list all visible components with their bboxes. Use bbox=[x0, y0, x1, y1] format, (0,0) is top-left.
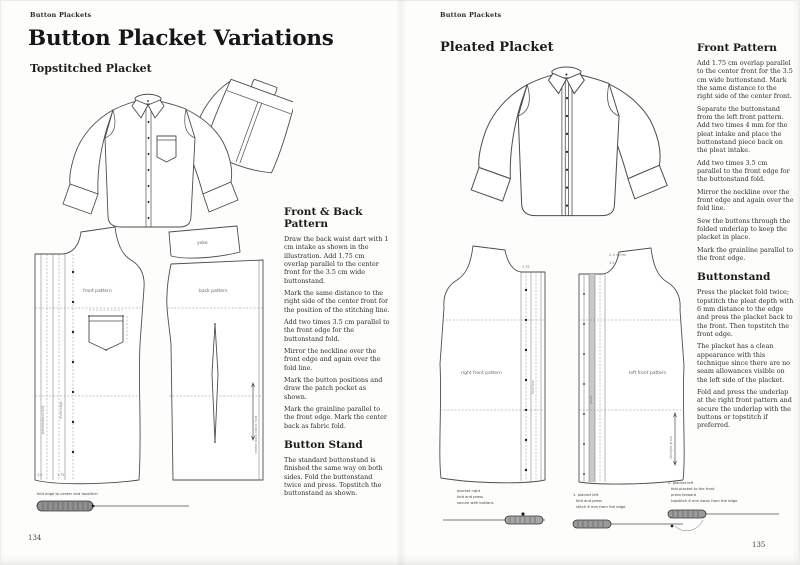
right-text-column bbox=[697, 42, 794, 434]
section-heading-front-pattern: Front Pattern bbox=[697, 42, 777, 54]
cross-section-placket-left-1 bbox=[573, 493, 683, 528]
instruction-paragraph: Add two times 3.5 cm parallel to the front edge for the buttonstand fold. bbox=[697, 158, 790, 184]
measurement-3-5: 3.5 bbox=[609, 261, 615, 265]
cross-section-label: fold edge to center and topstitch bbox=[37, 492, 98, 496]
straight-grain-label: straight grain bbox=[669, 436, 673, 459]
front-edge-label: front edge bbox=[59, 401, 63, 419]
cs2-line: fold and press bbox=[576, 499, 603, 503]
section-heading-buttonstand: Buttonstand bbox=[697, 271, 771, 284]
instruction-paragraph: Mark the grainline parallel to the front edge. Mark the center back as fabric fold. bbox=[284, 405, 387, 430]
instruction-paragraph: Mark the same distance to the right side of the center front for the position of the stitching line. bbox=[284, 289, 390, 314]
measurement-1-75: 1.75 bbox=[57, 473, 65, 477]
measurement-1-75: 1.75 bbox=[522, 265, 530, 269]
instruction-paragraph: Draw the back waist dart with 1 cm intake as shown in the illustration. Add 1.75 cm overlap parallel to the center front for the 3.5 cm wide buttonstand. bbox=[284, 235, 389, 285]
back-pattern-label: back pattern bbox=[199, 289, 228, 294]
section-heading-button-stand: Button Stand bbox=[284, 439, 363, 452]
left-text-column bbox=[284, 206, 390, 502]
left-front-pattern-label: left front pattern bbox=[629, 371, 667, 376]
right-running-header: Button Plackets bbox=[440, 11, 502, 19]
instruction-paragraph: Add 1.75 cm overlap parallel to the center front for the 3.5 cm wide buttonstand. Mark the same distance to the right side of the center front. bbox=[697, 59, 793, 101]
buttonstand-fold-label: buttonstand fold bbox=[41, 405, 45, 434]
instruction-paragraph: Fold and press the underlap at the right front pattern and secure the underlap with the buttons or topstitch if preferred. bbox=[697, 387, 792, 430]
topstitch-cross-section-diagram bbox=[37, 492, 189, 511]
placket-cross-sections bbox=[443, 481, 779, 531]
cs2-line: stitch 6 mm from the edge bbox=[576, 505, 626, 509]
cs3-line: topstitch 6 mm away from the edge bbox=[671, 499, 738, 503]
fold-line-label: fold line bbox=[531, 380, 535, 394]
cross-section-placket-right bbox=[443, 489, 545, 524]
yoke-label: yoke bbox=[197, 241, 208, 246]
instruction-paragraph: The placket has a clean appearance with this technique since there are no seam allowances visible on the left side of the placket. bbox=[697, 342, 791, 384]
pleated-pattern-drawing bbox=[440, 246, 684, 484]
right-page-number: 135 bbox=[752, 541, 766, 549]
instruction-paragraph: Mark the button positions and draw the patch pocket as shown. bbox=[284, 376, 383, 401]
center-back-fold-label: center back fabric fold bbox=[254, 415, 258, 454]
pleated-shirt-drawing bbox=[471, 67, 667, 216]
right-section-title: Pleated Placket bbox=[440, 40, 554, 55]
instruction-paragraph: The standard buttonstand is finished the same way on both sides. Fold the buttonstand twice and press. Topstitch the buttonstand as shown. bbox=[284, 456, 383, 498]
instruction-paragraph: Mirror the neckline over the front edge and again over the fold line. bbox=[284, 347, 381, 372]
instruction-paragraph: Mark the grainline parallel to the front edge. bbox=[697, 245, 794, 262]
instruction-paragraph: Mirror the neckline over the front edge and again over the fold line. bbox=[697, 187, 794, 213]
cs2-title: 1. placket left bbox=[573, 493, 599, 497]
topstitched-placket-illustration bbox=[25, 72, 293, 534]
instruction-paragraph: Separate the buttonstand from the left front pattern. Add two times 4 mm for the pleat intake and place the buttonstand piece back on the pleat intake. bbox=[697, 104, 788, 155]
pleat-label: pleat bbox=[589, 395, 593, 404]
front-pattern-label: front pattern bbox=[83, 289, 112, 294]
section-heading-front-back-pattern: Front & Back Pattern bbox=[284, 206, 363, 231]
instruction-paragraph: Sew the buttons through the folded underlap to keep the placket in place. bbox=[697, 216, 791, 242]
left-running-header: Button Plackets bbox=[30, 11, 92, 19]
page-title: Button Placket Variations bbox=[28, 26, 334, 51]
front-back-pattern-drawing bbox=[35, 226, 263, 484]
cs3-line: fold placket to the front bbox=[671, 487, 715, 491]
cross-section-placket-left-2 bbox=[668, 481, 779, 531]
page-gutter bbox=[396, 0, 406, 565]
cs1-line: secure with buttons bbox=[457, 501, 494, 505]
cs3-line: press forward bbox=[671, 493, 697, 497]
cs3-title: 2. placket left bbox=[668, 481, 694, 485]
instruction-paragraph: Press the placket fold twice; topstitch the pleat depth with 6 mm distance to the edge and press the placket back to the front. Then topstitch the front edge. bbox=[697, 288, 794, 338]
left-section-title: Topstitched Placket bbox=[30, 62, 152, 75]
cs1-line: fold and press bbox=[457, 495, 484, 499]
cs1-title: placket right bbox=[457, 489, 481, 493]
instruction-paragraph: Add two times 3.5 cm parallel to the front edge for the buttonstand fold. bbox=[284, 318, 390, 343]
measurement-3-5: 3.5 bbox=[37, 473, 43, 477]
left-page-number: 134 bbox=[28, 534, 42, 542]
right-front-pattern-label: right front pattern bbox=[461, 371, 502, 376]
pleat-intake-note: 2 × 4 mm bbox=[609, 253, 626, 257]
